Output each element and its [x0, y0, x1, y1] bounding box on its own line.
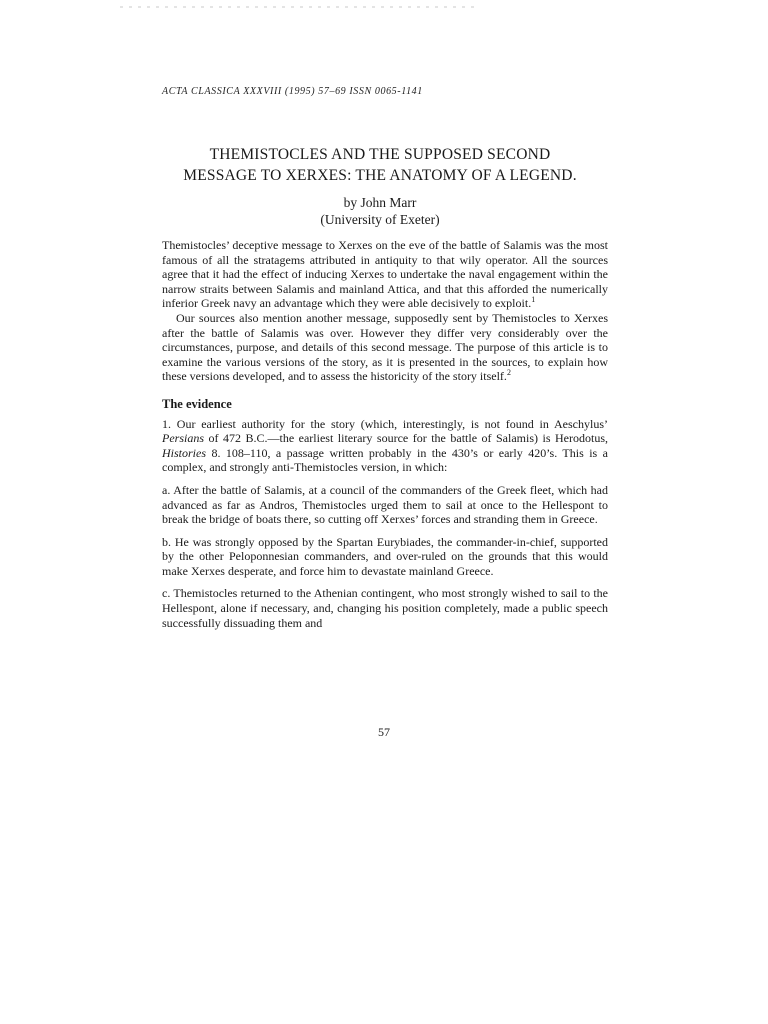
- affiliation: (University of Exeter): [320, 212, 440, 227]
- np1-text-a: 1. Our earliest authority for the story (which, interestingly, is not found in Aeschylus’: [162, 416, 608, 431]
- title-line-1: THEMISTOCLES AND THE SUPPOSED SECOND: [209, 146, 551, 163]
- section-heading: The evidence: [162, 396, 232, 411]
- np1-text-b: of 472 B.C.—the earliest literary source for the battle of Salamis) is Herodotus,: [204, 431, 608, 446]
- list-item-a: a. After the battle of Salamis, at a council of the commanders of the Greek fleet, which had advanced as far as Andros, Themistocles urged them to sail at once to the Hellespont to break the bridge of boats there, so cutting off Xerxes’ forces and stranding them in Greece.: [162, 482, 608, 527]
- footnote-ref-1: 1: [531, 295, 536, 305]
- paragraph-1: [162, 238, 608, 311]
- page-number: 57: [378, 725, 390, 739]
- journal-header: ACTA CLASSICA XXXVIII (1995) 57–69 ISSN 0065-1141: [162, 86, 423, 97]
- paragraph-1-text: Themistocles’ deceptive message to Xerxes on the eve of the battle of Salamis was the most famous of all the stratagems attributed in antiquity to that wily operator. All the sources agree that it had the effect of inducing Xerxes to undertake the naval engagement within the narrow straits between Salamis and mainland Attica, and that this afforded the numerically inferior Greek navy an advantage which they were able decisively to exploit.: [162, 238, 608, 311]
- article-title-block: [140, 144, 620, 228]
- author: by John Marr: [343, 195, 417, 210]
- footnote-ref-2: 2: [506, 368, 511, 378]
- scan-artifact: [120, 6, 480, 8]
- np1-italic-persians: Persians: [162, 431, 204, 446]
- paragraph-2-text: Our sources also mention another message, supposedly sent by Themistocles to Xerxes after the battle of Salamis was over. However they differ very considerably over the circumstances, purpose, and details of this second message. The purpose of this article is to examine the various versions of the story, as it is presented in the sources, to explain how these versions developed, and to assess the historicity of the story itself.: [162, 310, 608, 384]
- article-body: [162, 238, 608, 630]
- np1-text-c: 8. 108–110, a passage written probably in the 430’s or early 420’s. This is a complex, and strongly anti-Themistocles version, in which:: [162, 445, 608, 475]
- list-item-c: c. Themistocles returned to the Athenian contingent, who most strongly wished to sail to the Hellespont, alone if necessary, and, changing his position completely, made a public speech successfully dissuading them and: [162, 586, 608, 630]
- title-line-2: MESSAGE TO XERXES: THE ANATOMY OF A LEGEND.: [183, 167, 577, 184]
- numbered-paragraph-1: [162, 417, 608, 475]
- list-item-b: b. He was strongly opposed by the Spartan Eurybiades, the commander-in-chief, supported by the other Peloponnesian commanders, and over-ruled on the grounds that this would make Xerxes desperate, and force him to devastate mainland Greece.: [162, 534, 608, 578]
- paragraph-2: [162, 311, 608, 384]
- np1-italic-histories: Histories: [162, 445, 207, 460]
